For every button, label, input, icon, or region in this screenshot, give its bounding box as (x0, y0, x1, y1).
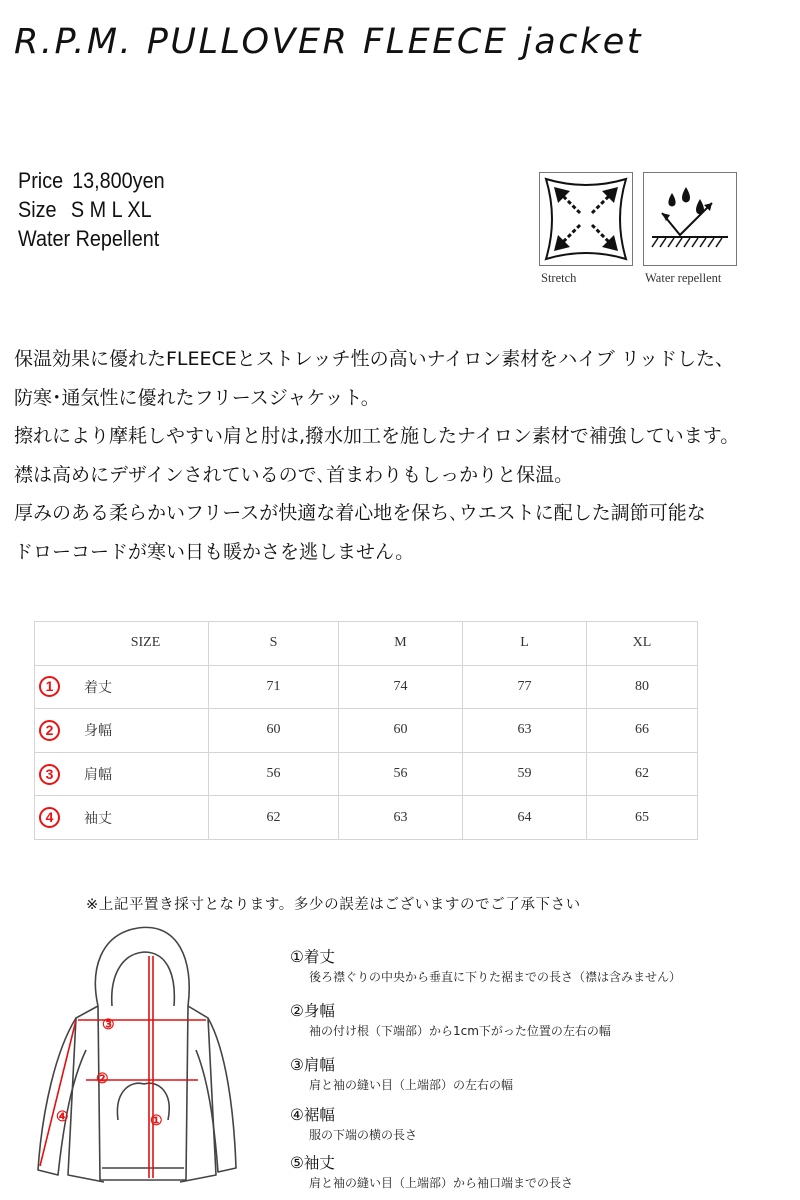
table-cell: 60 (209, 709, 339, 753)
description-line: 襟は高めにデザインされているので､首まわりもしっかりと保温。 (14, 463, 574, 486)
measure-item (290, 1103, 417, 1143)
measure-item (290, 1053, 513, 1093)
row-label-cell (35, 665, 209, 709)
table-cell: 56 (209, 752, 339, 796)
row-label-cell (35, 752, 209, 796)
description-line: 保温効果に優れたFLEECEとストレッチ性の高いナイロン素材をハイブ リッドした、 (14, 348, 734, 370)
row-number-badge: 4 (39, 807, 60, 828)
table-header-cell: L (463, 622, 587, 666)
measure-title: ②身幅 (290, 1002, 335, 1020)
product-description (14, 340, 739, 571)
row-label: 着丈 (84, 680, 112, 696)
diagram-marker-1: ① (150, 1112, 163, 1128)
measure-item (290, 945, 681, 985)
table-cell: 74 (339, 665, 463, 709)
row-number-badge: 2 (39, 720, 60, 741)
measure-title: ④裾幅 (290, 1106, 335, 1124)
stretch-arrows-icon (544, 177, 628, 261)
description-line: ドローコードが寒い日も暖かさを逃しません。 (14, 540, 415, 563)
table-header-cell: SIZE (35, 622, 209, 666)
size-values: S M L XL (70, 197, 152, 222)
table-cell: 56 (339, 752, 463, 796)
table-header-cell: M (339, 622, 463, 666)
table-cell: 66 (587, 709, 698, 753)
table-cell: 71 (209, 665, 339, 709)
table-row (35, 796, 698, 840)
measure-title: ③肩幅 (290, 1056, 335, 1074)
water-repellent-label: Water repellent (645, 271, 722, 285)
price-line (18, 166, 165, 195)
measure-desc: 肩と袖の縫い目（上端部）の左右の幅 (309, 1078, 514, 1092)
water-drops-icon (648, 177, 732, 261)
size-line (18, 195, 165, 224)
table-cell: 63 (463, 709, 587, 753)
measure-title: ①着丈 (290, 948, 335, 966)
description-line: 擦れにより摩耗しやすい肩と肘は,撥水加工を施したナイロン素材で補強しています。 (14, 425, 740, 447)
table-cell: 80 (587, 665, 698, 709)
product-specs (18, 166, 165, 253)
hoodie-diagram (28, 920, 238, 1190)
table-cell: 64 (463, 796, 587, 840)
table-cell: 62 (209, 796, 339, 840)
diagram-marker-4: ④ (56, 1108, 69, 1124)
row-number-badge: 3 (39, 764, 60, 785)
stretch-label: Stretch (541, 271, 577, 285)
measure-item (290, 1151, 573, 1191)
row-number-badge: 1 (39, 676, 60, 697)
stretch-feature-box (539, 172, 633, 266)
table-cell: 60 (339, 709, 463, 753)
table-row (35, 665, 698, 709)
table-cell: 62 (587, 752, 698, 796)
table-cell: 77 (463, 665, 587, 709)
water-feature-box (643, 172, 737, 266)
measure-desc: 後ろ襟ぐりの中央から垂直に下りた裾までの長さ（襟は含みません） (309, 970, 682, 984)
diagram-marker-2: ② (96, 1070, 109, 1086)
row-label-cell (35, 796, 209, 840)
size-label: Size (18, 197, 57, 222)
description-line: 防寒･通気性に優れたフリースジャケット。 (14, 386, 380, 409)
table-header-cell: S (209, 622, 339, 666)
measurement-note: ※上記平置き採寸となります。多少の誤差はございますのでご了承下さい (86, 897, 581, 913)
price-value: 13,800yen (72, 168, 165, 193)
table-header-row (35, 622, 698, 666)
product-title: R.P.M. PULLOVER FLEECE jacket (14, 22, 643, 62)
table-row (35, 752, 698, 796)
row-label: 肩幅 (84, 768, 112, 784)
table-row (35, 709, 698, 753)
diagram-marker-3: ③ (102, 1016, 115, 1032)
table-cell: 59 (463, 752, 587, 796)
row-label-cell (35, 709, 209, 753)
measure-desc: 服の下端の横の長さ (309, 1128, 418, 1142)
table-cell: 65 (587, 796, 698, 840)
description-line: 厚みのある柔らかいフリースが快適な着心地を保ち､ウエストに配した調節可能な (14, 502, 706, 524)
measure-desc: 肩と袖の縫い目（上端部）から袖口端までの長さ (309, 1176, 574, 1190)
table-header-cell: XL (587, 622, 698, 666)
measure-desc: 袖の付け根（下端部）から1cm下がった位置の左右の幅 (309, 1024, 611, 1038)
price-label: Price (18, 168, 64, 193)
hoodie-outline-icon (28, 920, 238, 1190)
table-cell: 63 (339, 796, 463, 840)
measure-title: ⑤袖丈 (290, 1154, 335, 1172)
measure-item (290, 999, 611, 1039)
row-label: 袖丈 (84, 811, 112, 827)
size-table (34, 621, 698, 840)
feature-line: Water Repellent (18, 226, 160, 251)
row-label: 身幅 (84, 724, 112, 740)
